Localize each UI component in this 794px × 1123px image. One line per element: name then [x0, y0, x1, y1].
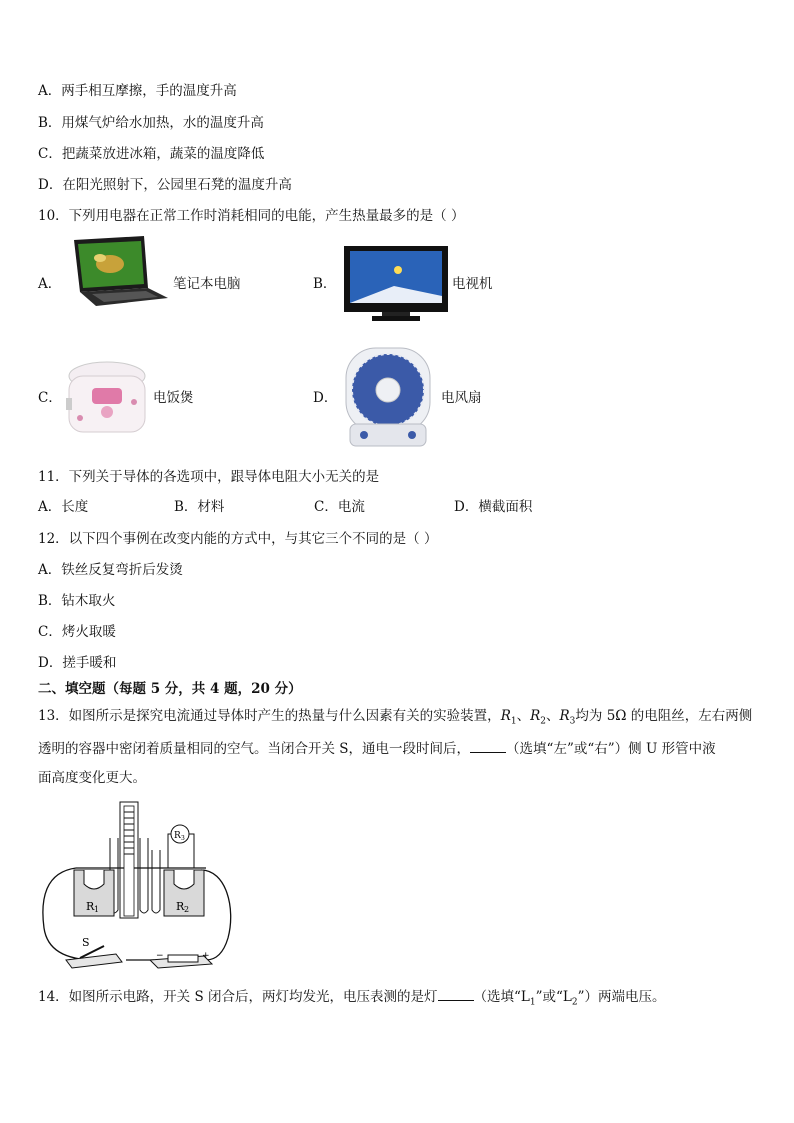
r2-sub: 2	[540, 716, 546, 727]
r1-sub: 1	[510, 716, 517, 727]
q9-option-b: B．用煤气炉给水加热，水的温度升高	[38, 115, 264, 131]
q13-line-2-b: （选填“左”或“右”）侧 U 形管中液	[506, 741, 716, 757]
fig-r3-label: R	[174, 831, 181, 841]
sep-1: 、	[516, 708, 531, 724]
q12-option-c: C．烤火取暖	[38, 624, 116, 640]
q14-part-b: （选填“L	[473, 989, 530, 1005]
fig-battery-minus: −	[156, 951, 164, 961]
fig-r2-label: R	[176, 900, 185, 913]
q13-line-1-b: 均为 5Ω 的电阻丝，左右两侧	[575, 708, 753, 724]
q14-part-a: 14．如图所示电路，开关 S 闭合后，两灯均发光，电压表测的是灯	[38, 989, 438, 1005]
q13-line-2-a: 透明的容器中密闭着质量相同的空气。当闭合开关 S，通电一段时间后，	[38, 741, 471, 757]
r1-label: R	[500, 708, 511, 724]
q10-option-b-text: 电视机	[452, 276, 493, 292]
q14-stem	[38, 986, 666, 1013]
q13-line-1	[38, 706, 752, 732]
q13-line-2	[38, 738, 716, 759]
q10-option-c-letter: C．	[38, 390, 62, 406]
fan-image	[340, 344, 436, 452]
q14-sub-1: 1	[529, 997, 536, 1008]
q11-option-c: C．电流	[314, 499, 365, 515]
fig-r1-sub: 1	[94, 905, 100, 914]
q13-line-1-a: 13．如图所示是探究电流通过导体时产生的热量与什么因素有关的实验装置，	[38, 708, 501, 724]
q10-option-a-letter: A．	[38, 276, 62, 292]
q13-answer-blank[interactable]	[470, 738, 506, 753]
q9-option-c: C．把蔬菜放进冰箱，蔬菜的温度降低	[38, 146, 265, 162]
q13-line-3: 面高度变化更大。	[38, 770, 146, 786]
q10-option-c-text: 电饭煲	[153, 390, 194, 406]
q10-option-b-letter: B．	[313, 276, 337, 292]
tv-image	[344, 246, 448, 322]
q12-stem: 12．以下四个事例在改变内能的方式中，与其它三个不同的是（ ）	[38, 531, 438, 547]
fig-battery-plus: +	[202, 951, 210, 961]
fig-r1-label: R	[86, 900, 95, 913]
r3-sub: 3	[569, 716, 576, 727]
q11-option-a: A．长度	[38, 499, 89, 515]
q14-part-d: ”）两端电压。	[577, 989, 666, 1005]
laptop-image	[66, 236, 170, 308]
q10-stem: 10．下列用电器在正常工作时消耗相同的电能，产生热量最多的是（ ）	[38, 208, 465, 224]
fig-r2-sub: 2	[184, 905, 190, 914]
q12-option-b: B．钻木取火	[38, 593, 116, 609]
q12-option-d: D．搓手暖和	[38, 655, 117, 671]
q11-option-b: B．材料	[174, 499, 225, 515]
q9-option-d: D．在阳光照射下，公园里石凳的温度升高	[38, 177, 292, 193]
q10-option-d-text: 电风扇	[441, 390, 482, 406]
r3-label: R	[559, 708, 570, 724]
sep-2: 、	[546, 708, 560, 724]
section-2-title: 二、填空题（每题 5 分，共 4 题，20 分）	[38, 681, 302, 697]
experiment-apparatus-figure	[36, 798, 236, 972]
q14-part-c: ”或“L	[535, 989, 572, 1005]
rice-cooker-image	[64, 358, 150, 442]
q14-answer-blank[interactable]	[438, 986, 474, 1001]
fig-r3-sub: 3	[181, 835, 185, 842]
q11-option-d: D．横截面积	[454, 499, 533, 515]
q11-stem: 11．下列关于导体的各选项中，跟导体电阻大小无关的是	[38, 469, 380, 485]
q10-option-a-text: 笔记本电脑	[173, 276, 241, 292]
r2-label: R	[530, 708, 541, 724]
q9-option-a: A．两手相互摩擦，手的温度升高	[38, 83, 237, 99]
q12-option-a: A．铁丝反复弯折后发烫	[38, 562, 183, 578]
q10-option-d-letter: D．	[313, 390, 338, 406]
q14-sub-2: 2	[571, 997, 578, 1008]
fig-switch-label: S	[82, 936, 90, 949]
